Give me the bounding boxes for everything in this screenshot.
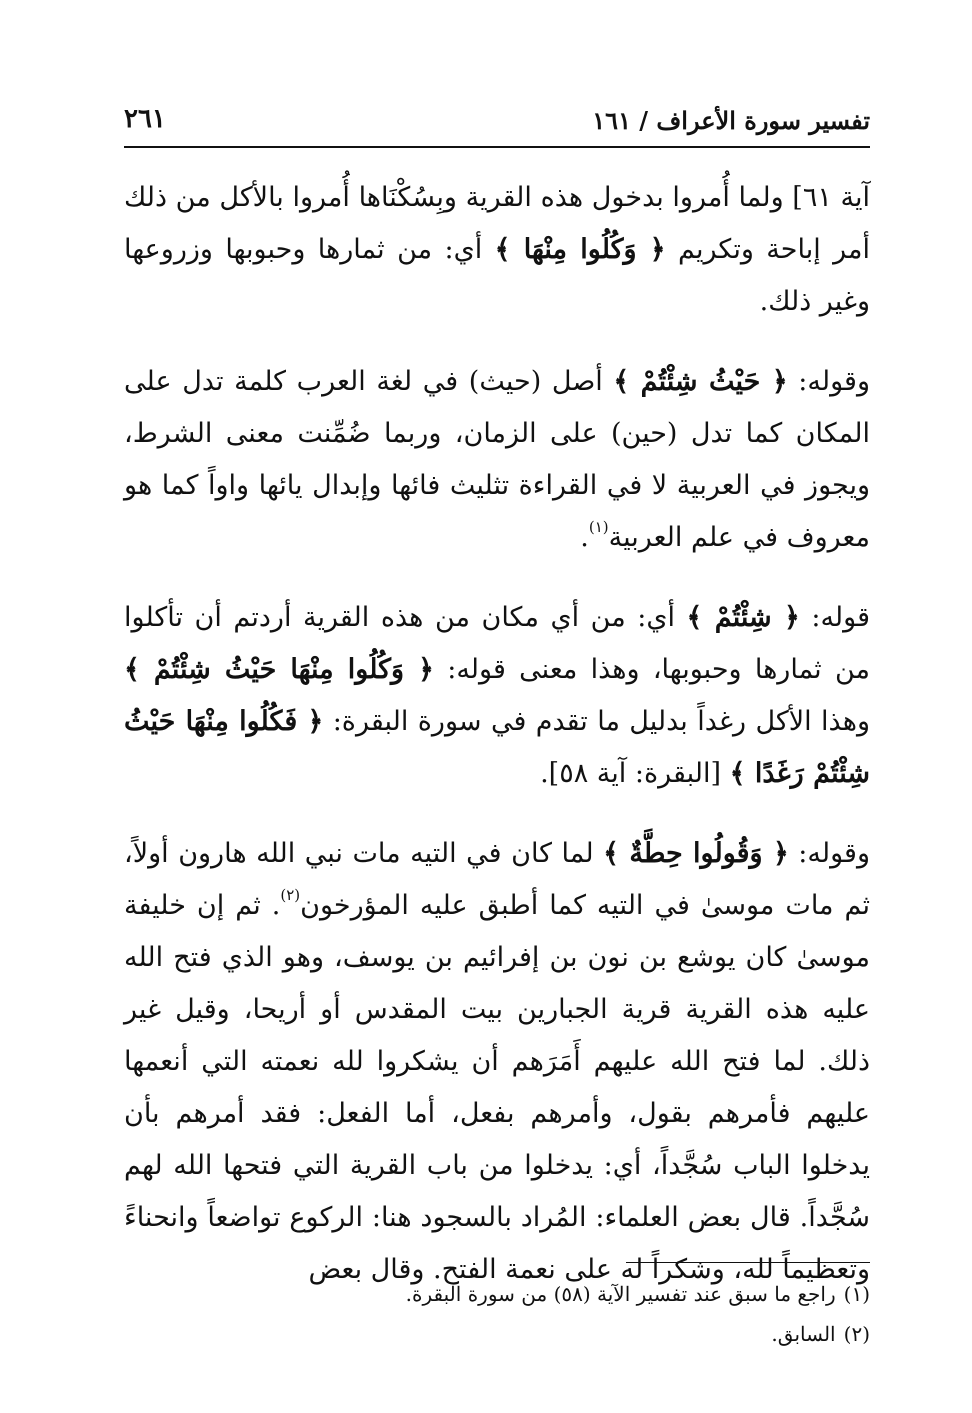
header-rule bbox=[124, 146, 870, 148]
paragraph bbox=[124, 828, 870, 1296]
running-title: تفسير سورة الأعراف / ١٦١ bbox=[592, 106, 870, 135]
text-run: قوله: bbox=[799, 602, 871, 633]
footnote bbox=[124, 1274, 870, 1314]
footnotes bbox=[124, 1274, 870, 1354]
footnote-text: راجع ما سبق عند تفسير الآية (٥٨) من سورة البقرة. bbox=[405, 1282, 836, 1306]
page-number: ٢٦١ bbox=[124, 104, 166, 134]
text-run: آية ٦١] ولما أُمروا بدخول هذه القرية وبِسُكْنَاها أُمروا بالأكل من ذلك أمر إباحة وتكريم bbox=[124, 182, 870, 265]
footnote-text: السابق. bbox=[771, 1322, 836, 1346]
text-run: . bbox=[580, 522, 589, 553]
quran-quote: ﴿ وَكُلُوا مِنْهَا ﴾ bbox=[494, 234, 666, 265]
paragraph-text bbox=[124, 828, 870, 1296]
quran-quote: ﴿ وَقُولُوا حِطَّةٌ ﴾ bbox=[603, 838, 789, 869]
text-run: أصل (حيث) في لغة العرب كلمة تدل على المكان كما تدل (حين) على الزمان، وربما ضُمِّنت معنى الشرط، ويجوز في العربية لا في القراءة تثليث فائها وإبدال يائها واواً كما هو معروف في علم العربية bbox=[124, 366, 870, 553]
quran-quote: ﴿ وَكُلُوا مِنْهَا حَيْثُ شِئْتُمْ ﴾ bbox=[124, 654, 434, 685]
text-run: أي: من أي مكان من هذه القرية أردتم أن تأكلوا من ثمارها وحبوبها، وهذا معنى قوله: bbox=[124, 602, 870, 685]
paragraph bbox=[124, 172, 870, 328]
text-run: . ثم إن خليفة موسىٰ كان يوشع بن نون بن إفرائيم بن يوسف، وهو الذي فتح الله عليه هذه القرية قرية الجبارين بيت المقدس أو أريحا، وقيل غير ذلك. لما فتح الله عليهم أَمَرَهم أن يشكروا لله نعمته التي أنعمها عليهم فأمرهم بقول، وأمرهم بفعل، أما الفعل: فقد أمرهم بأن يدخلوا الباب سُجَّداً، أي: يدخلوا من باب القرية التي فتحها الله لهم سُجَّداً. قال بعض العلماء: المُراد بالسجود هنا: الركوع تواضعاً وانحناءً وتعظيماً لله، وشكراً له على نعمة الفتح. وقال بعض bbox=[124, 890, 870, 1285]
quran-quote: ﴿ شِئْتُمْ ﴾ bbox=[686, 602, 800, 633]
footnote bbox=[124, 1314, 870, 1354]
paragraph-text bbox=[124, 356, 870, 564]
paragraph-text bbox=[124, 592, 870, 800]
footnote-mark: (٢) bbox=[843, 1322, 870, 1346]
footnote-ref: (٢) bbox=[280, 886, 301, 904]
text-run: وهذا الأكل رغداً بدليل ما تقدم في سورة البقرة: bbox=[323, 706, 870, 737]
footnote-mark: (١) bbox=[843, 1282, 870, 1306]
text-run: [البقرة: آية ٥٨]. bbox=[540, 758, 730, 789]
text-run: وقوله: bbox=[788, 838, 870, 869]
paragraph bbox=[124, 356, 870, 564]
footnote-separator bbox=[626, 1262, 870, 1263]
quran-quote: ﴿ حَيْثُ شِئْتُمْ ﴾ bbox=[613, 366, 788, 397]
footnote-ref: (١) bbox=[588, 518, 609, 536]
text-run: لما كان في التيه مات نبي الله هارون أولاً، ثم مات موسىٰ في التيه كما أطبق عليه المؤرخون bbox=[124, 838, 870, 921]
text-run: أي: من ثمارها وحبوبها وزروعها وغير ذلك. bbox=[124, 234, 870, 317]
paragraph-text bbox=[124, 172, 870, 328]
text-run: وقوله: bbox=[787, 366, 870, 397]
paragraph bbox=[124, 592, 870, 800]
page-body bbox=[124, 172, 870, 1324]
quran-quote: ﴿ فَكُلُوا مِنْهَا حَيْثُ شِئْتُمْ رَغَدًا ﴾ bbox=[124, 706, 870, 789]
page-header bbox=[124, 102, 870, 148]
